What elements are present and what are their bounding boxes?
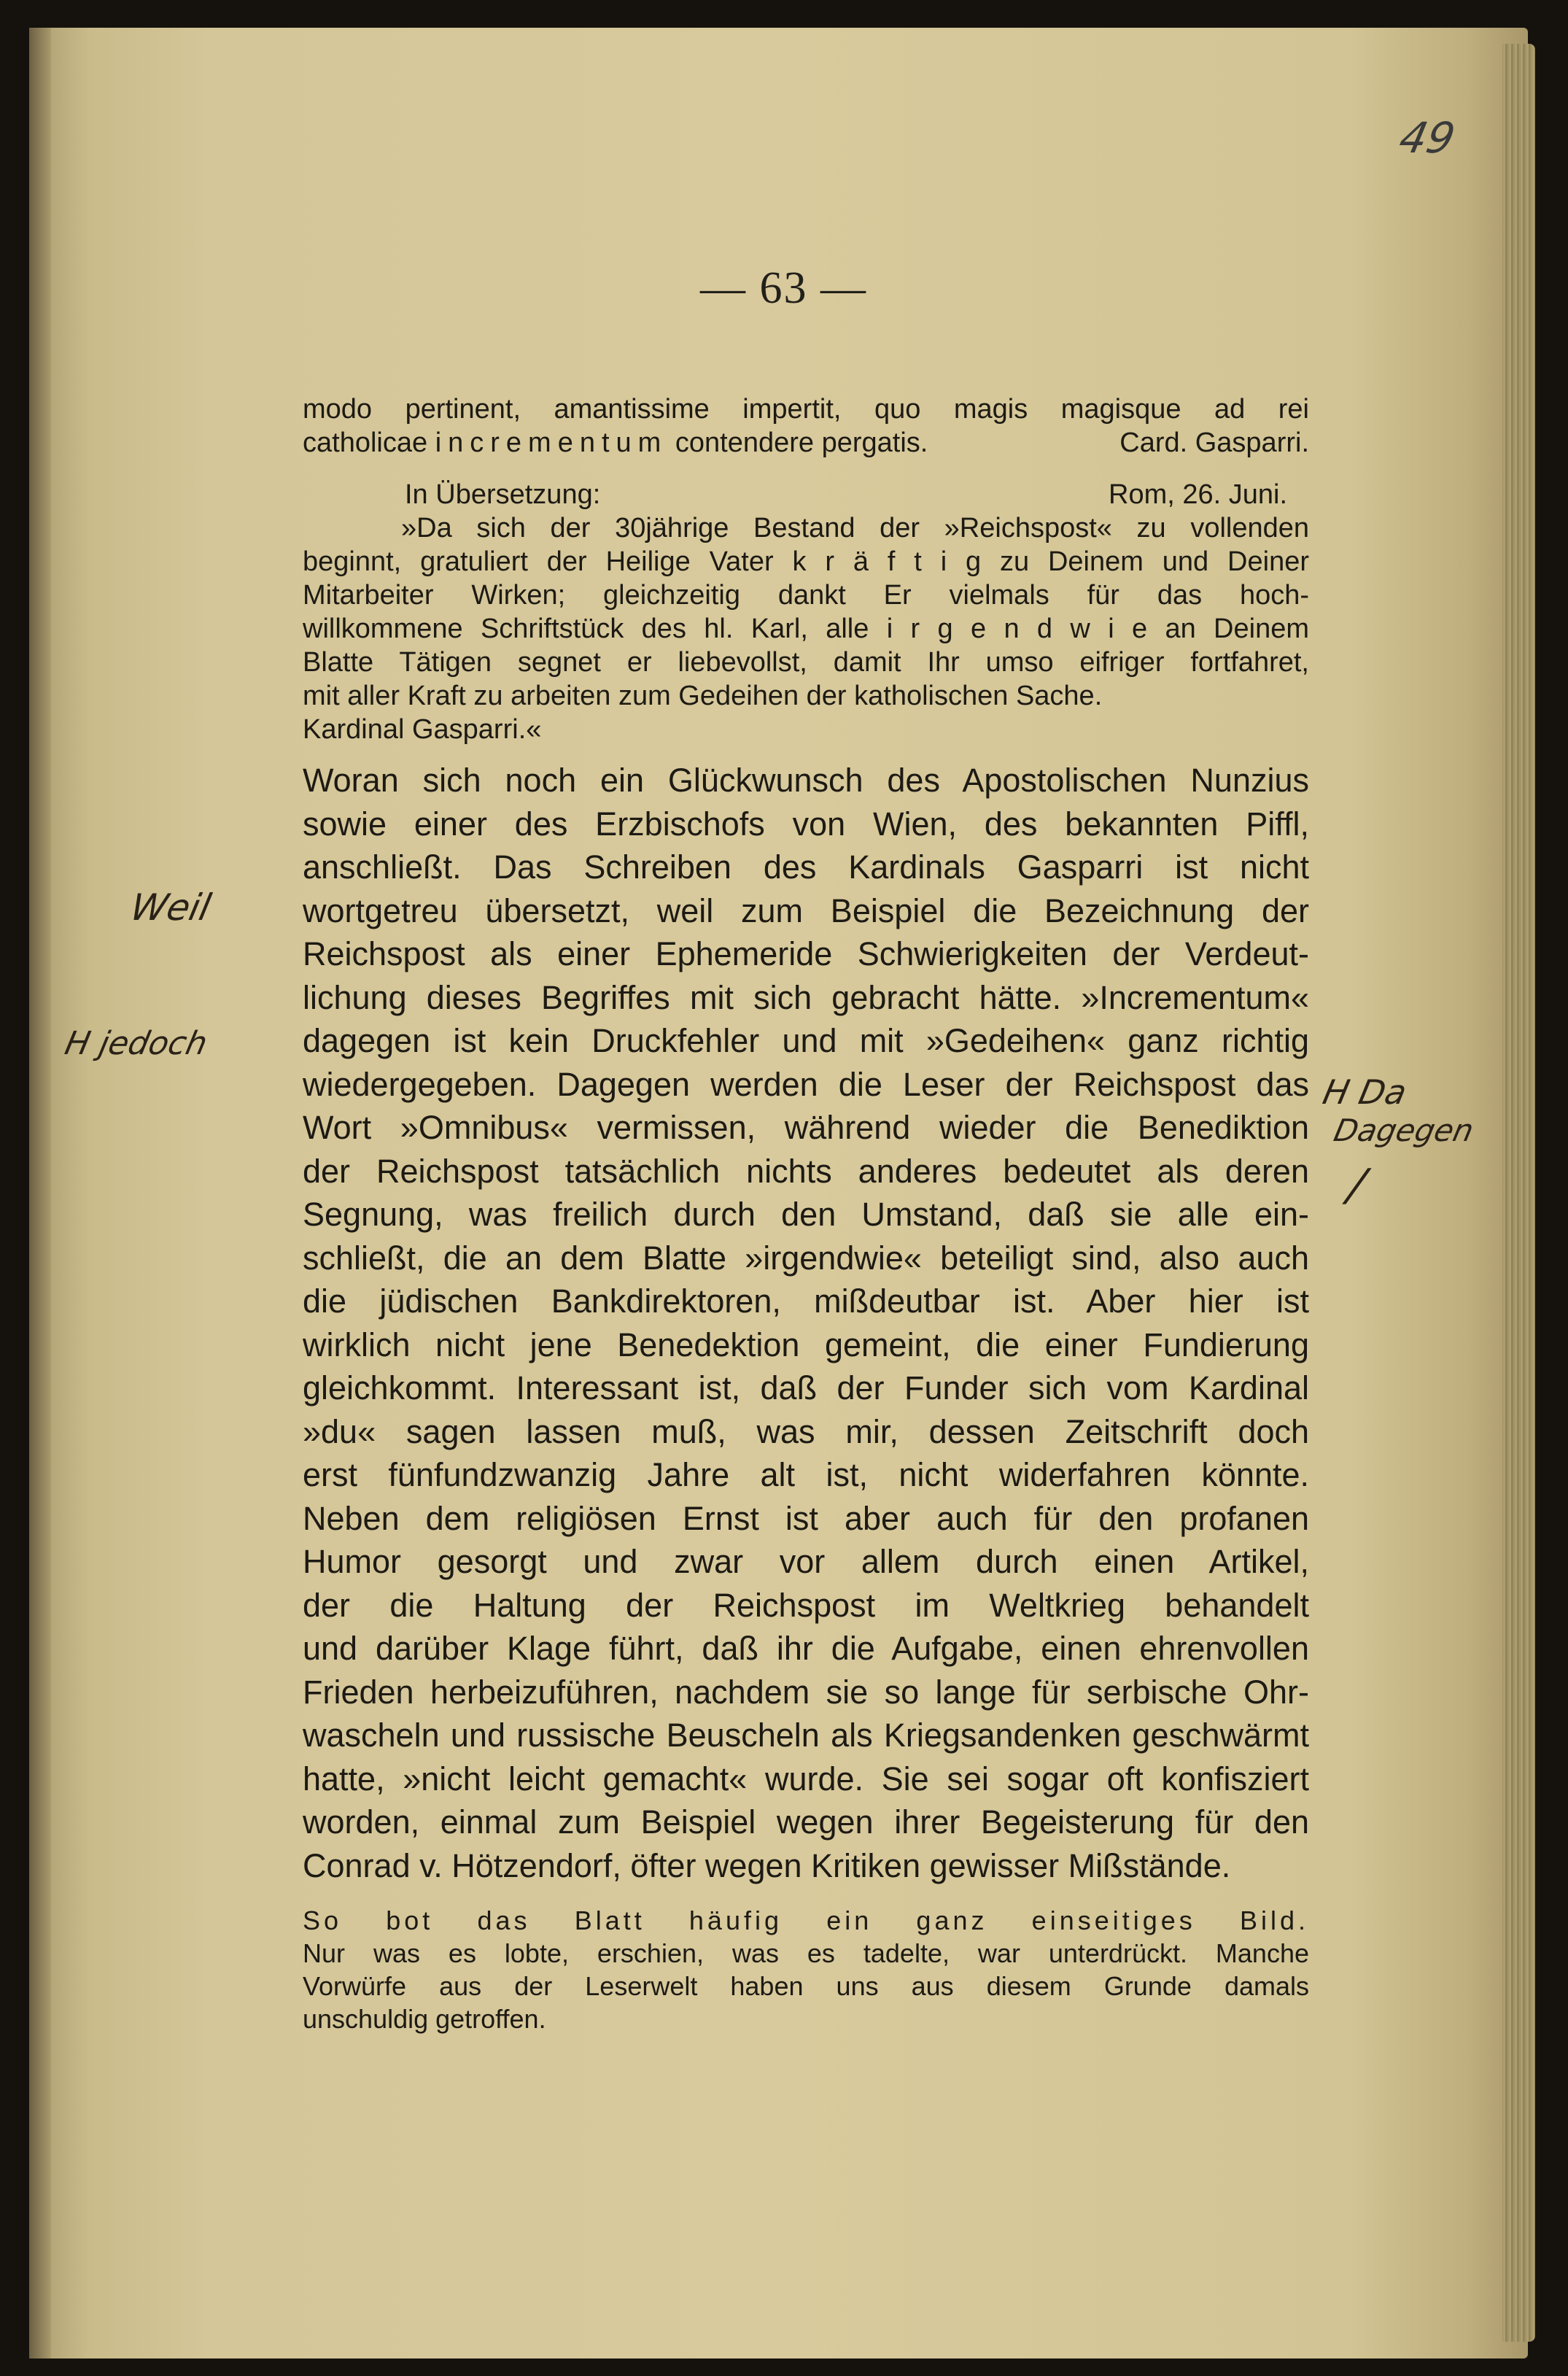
translation-line: Blatte Tätigen segnet er liebevollst, damit Ihr umso eifriger fortfahret, <box>303 647 1309 678</box>
body-line: »du« sagen lassen muß, was mir, dessen Zeitschrift doch <box>303 1412 1309 1450</box>
main-body-text <box>303 759 1309 1887</box>
body-line: wascheln und russische Beuscheln als Kriegsandenken geschwärmt <box>303 1717 1309 1754</box>
margin-note-right-1: H Da <box>1319 1072 1410 1112</box>
body-line: Reichspost als einer Ephemeride Schwierigkeiten der Verdeut- <box>303 935 1309 972</box>
body-line: worden, einmal zum Beispiel wegen ihrer Begeisterung für den <box>303 1803 1309 1841</box>
body-line: Conrad v. Hötzendorf, öfter wegen Kritiken gewisser Mißstände. <box>303 1846 1231 1884</box>
body-line: Humor gesorgt und zwar vor allem durch einen Artikel, <box>303 1543 1309 1580</box>
body-line: der Reichspost tatsächlich nichts anderes bedeutet als deren <box>303 1152 1309 1190</box>
body-line: wirklich nicht jene Benedektion gemeint, die einer Fundierung <box>303 1326 1309 1363</box>
body-line: Frieden herbeizuführen, nachdem sie so lange für serbische Ohr- <box>303 1673 1309 1711</box>
latin-spaced-word: incrementum <box>435 427 668 458</box>
margin-note-right-2: Dagegen <box>1330 1112 1477 1148</box>
body-line: Woran sich noch ein Glückwunsch des Apostolischen Nunzius <box>303 762 1309 799</box>
page-number: — 63 — <box>700 263 867 313</box>
latin-line-2 <box>303 426 1309 460</box>
body-line: anschließt. Das Schreiben des Kardinals Gasparri ist nicht <box>303 848 1309 886</box>
margin-note-left-1: Weil <box>126 886 215 929</box>
translation-line: willkommene Schriftstück des hl. Karl, alle i r g e n d w i e an Deinem <box>303 614 1309 644</box>
latin-quote <box>303 392 1309 460</box>
body-line: und darüber Klage führt, daß ihr die Aufgabe, einen ehrenvollen <box>303 1630 1309 1667</box>
body-line: hatte, »nicht leicht gemacht« wurde. Sie sei sogar oft konfisziert <box>303 1760 1309 1798</box>
trailer-line: So bot das Blatt häufig ein ganz einseitiges Bild. <box>303 1905 1309 1935</box>
body-line: Wort »Omnibus« vermissen, während wieder die Benediktion <box>303 1109 1309 1146</box>
body-line: der die Haltung der Reichspost im Weltkrieg behandelt <box>303 1586 1309 1624</box>
trailer-text <box>303 1904 1309 2035</box>
trailer-line: Nur was es lobte, erschien, was es tadelte, war unterdrückt. Manche <box>303 1938 1309 1968</box>
body-line: wiedergegeben. Dagegen werden die Leser der Reichspost das <box>303 1065 1309 1103</box>
body-line: dagegen ist kein Druckfehler und mit »Gedeihen« ganz richtig <box>303 1022 1309 1059</box>
margin-note-right-3: / <box>1343 1160 1370 1211</box>
translation-line: beginnt, gratuliert der Heilige Vater k r ä f t i g zu Deinem und Deiner <box>303 546 1309 577</box>
trailer-line: Vorwürfe aus der Leserwelt haben uns aus diesem Grunde damals <box>303 1971 1309 2001</box>
translation-date: Rom, 26. Juni. <box>1109 479 1287 510</box>
body-line: gleichkommt. Interessant ist, daß der Funder sich vom Kardinal <box>303 1369 1309 1406</box>
latin-line-1: modo pertinent, amantissime impertit, quo magis magisque ad rei <box>303 394 1309 425</box>
page-gutter <box>29 28 51 2358</box>
translation-label: In Übersetzung: <box>405 479 601 510</box>
translation-heading <box>303 478 1309 511</box>
page-fore-edge <box>1502 44 1535 2342</box>
trailer-line: unschuldig getroffen. <box>303 2004 546 2034</box>
body-line: erst fünfundzwanzig Jahre alt ist, nicht widerfahren könnte. <box>303 1456 1309 1493</box>
body-line: lichung dieses Begriffes mit sich gebracht hätte. »Incrementum« <box>303 978 1309 1016</box>
body-line: die jüdischen Bankdirektoren, mißdeutbar ist. Aber hier ist <box>303 1282 1309 1320</box>
translation-line: mit aller Kraft zu arbeiten zum Gedeihen der katholischen Sache. <box>303 681 1103 711</box>
latin-word: catholicae <box>303 427 428 458</box>
translation-quote <box>303 478 1309 746</box>
folio-note: 49 <box>1394 113 1460 163</box>
translation-line: »Da sich der 30jährige Bestand der »Reichspost« zu vollenden <box>401 513 1309 543</box>
body-line: wortgetreu übersetzt, weil zum Beispiel die Bezeichnung der <box>303 891 1309 929</box>
latin-word: contendere pergatis. <box>675 427 928 458</box>
body-line: sowie einer des Erzbischofs von Wien, des bekannten Piffl, <box>303 805 1309 843</box>
margin-note-left-2: H jedoch <box>61 1025 211 1062</box>
translation-signature: Kardinal Gasparri.« <box>303 714 542 745</box>
latin-signature: Card. Gasparri. <box>1119 427 1309 458</box>
translation-line: Mitarbeiter Wirken; gleichzeitig dankt Er vielmals für das hoch- <box>303 580 1309 611</box>
body-line: Neben dem religiösen Ernst ist aber auch für den profanen <box>303 1499 1309 1537</box>
body-line: Segnung, was freilich durch den Umstand, daß sie alle ein- <box>303 1196 1309 1233</box>
body-line: schließt, die an dem Blatte »irgendwie« beteiligt sind, also auch <box>303 1239 1309 1277</box>
